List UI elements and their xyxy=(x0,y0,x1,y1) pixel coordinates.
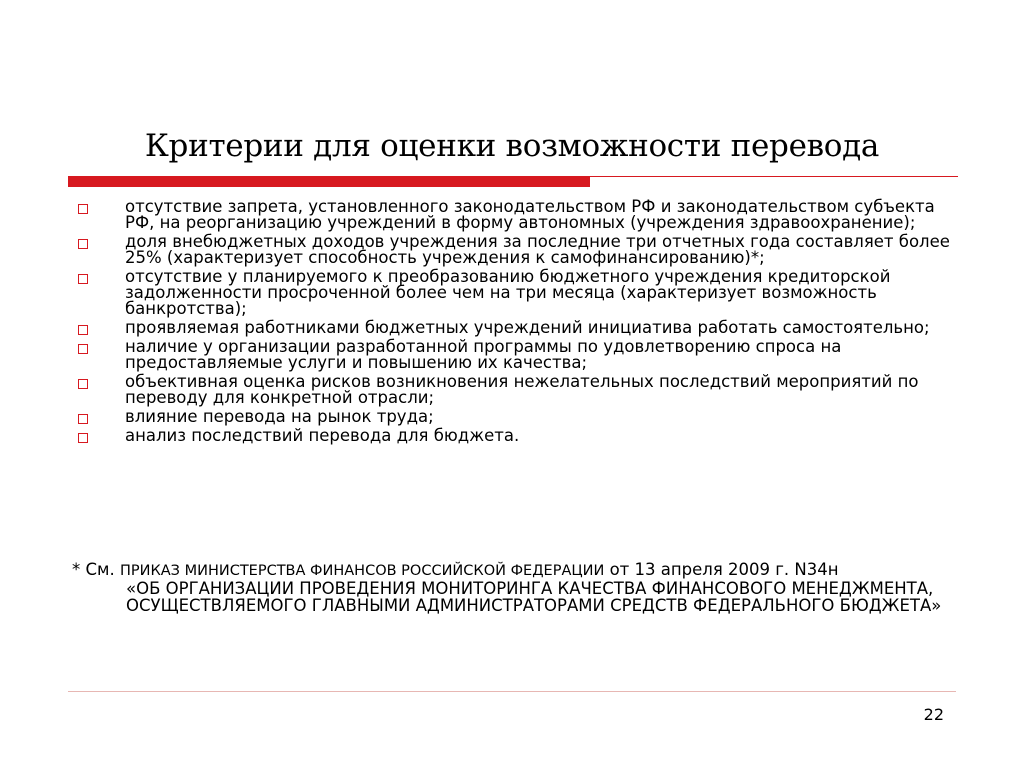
hollow-square-bullet-icon xyxy=(78,239,88,249)
list-item-text: доля внебюджетных доходов учреждения за последние три отчетных года составляет более 25% (характеризует способность учреждения к самофинансированию)*; xyxy=(125,232,950,267)
footnote xyxy=(72,561,962,614)
list-item-text: отсутствие у планируемого к преобразованию бюджетного учреждения кредиторской задолженности просроченной более чем на три месяца (характеризует возможность банкротства); xyxy=(125,267,891,318)
list-item-text: анализ последствий перевода для бюджета. xyxy=(125,426,520,445)
footer-divider xyxy=(68,691,956,692)
title-underline-thick xyxy=(68,176,590,187)
hollow-square-bullet-icon xyxy=(78,274,88,284)
hollow-square-bullet-icon xyxy=(78,204,88,214)
page-number: 22 xyxy=(923,705,944,724)
list-item xyxy=(78,339,958,371)
list-item-text: отсутствие запрета, установленного законодательством РФ и законодательством субъекта РФ, на реорганизацию учреждений в форму автономных (учреждения здравоохранение); xyxy=(125,197,935,232)
hollow-square-bullet-icon xyxy=(78,344,88,354)
criteria-list xyxy=(78,199,958,447)
hollow-square-bullet-icon xyxy=(78,325,88,335)
footnote-order-name: ПРИКАЗ МИНИСТЕРСТВА ФИНАНСОВ РОССИЙСКОЙ ФЕДЕРАЦИИ xyxy=(119,563,605,579)
hollow-square-bullet-icon xyxy=(78,379,88,389)
list-item-text: объективная оценка рисков возникновения нежелательных последствий мероприятий по переводу для конкретной отрасли; xyxy=(125,372,919,407)
hollow-square-bullet-icon xyxy=(78,433,88,443)
hollow-square-bullet-icon xyxy=(78,414,88,424)
list-item-text: влияние перевода на рынок труда; xyxy=(125,407,434,426)
title-underline-thin xyxy=(590,176,958,177)
list-item-text: проявляемая работниками бюджетных учреждений инициатива работать самостоятельно; xyxy=(125,318,930,337)
list-item xyxy=(78,428,958,444)
list-item-text: наличие у организации разработанной программы по удовлетворению спроса на предоставляемые услуги и повышению их качества; xyxy=(125,337,842,372)
list-item xyxy=(78,234,958,266)
footnote-order-subject: «ОБ ОРГАНИЗАЦИИ ПРОВЕДЕНИЯ МОНИТОРИНГА КАЧЕСТВА ФИНАНСОВОГО МЕНЕДЖМЕНТА, ОСУЩЕСТВЛЯЕМОГО ГЛАВНЫМИ АДМИНИСТРАТОРАМИ СРЕДСТВ ФЕДЕРАЛЬНОГО БЮДЖЕТА» xyxy=(126,579,942,615)
list-item xyxy=(78,409,958,425)
slide-title: Критерии для оценки возможности перевода xyxy=(144,128,880,164)
list-item xyxy=(78,374,958,406)
list-item xyxy=(78,199,958,231)
footnote-order-date: от 13 апреля 2009 г. N34н xyxy=(609,560,839,579)
list-item xyxy=(78,269,958,317)
footnote-prefix: * См. xyxy=(72,560,115,579)
list-item xyxy=(78,320,958,336)
